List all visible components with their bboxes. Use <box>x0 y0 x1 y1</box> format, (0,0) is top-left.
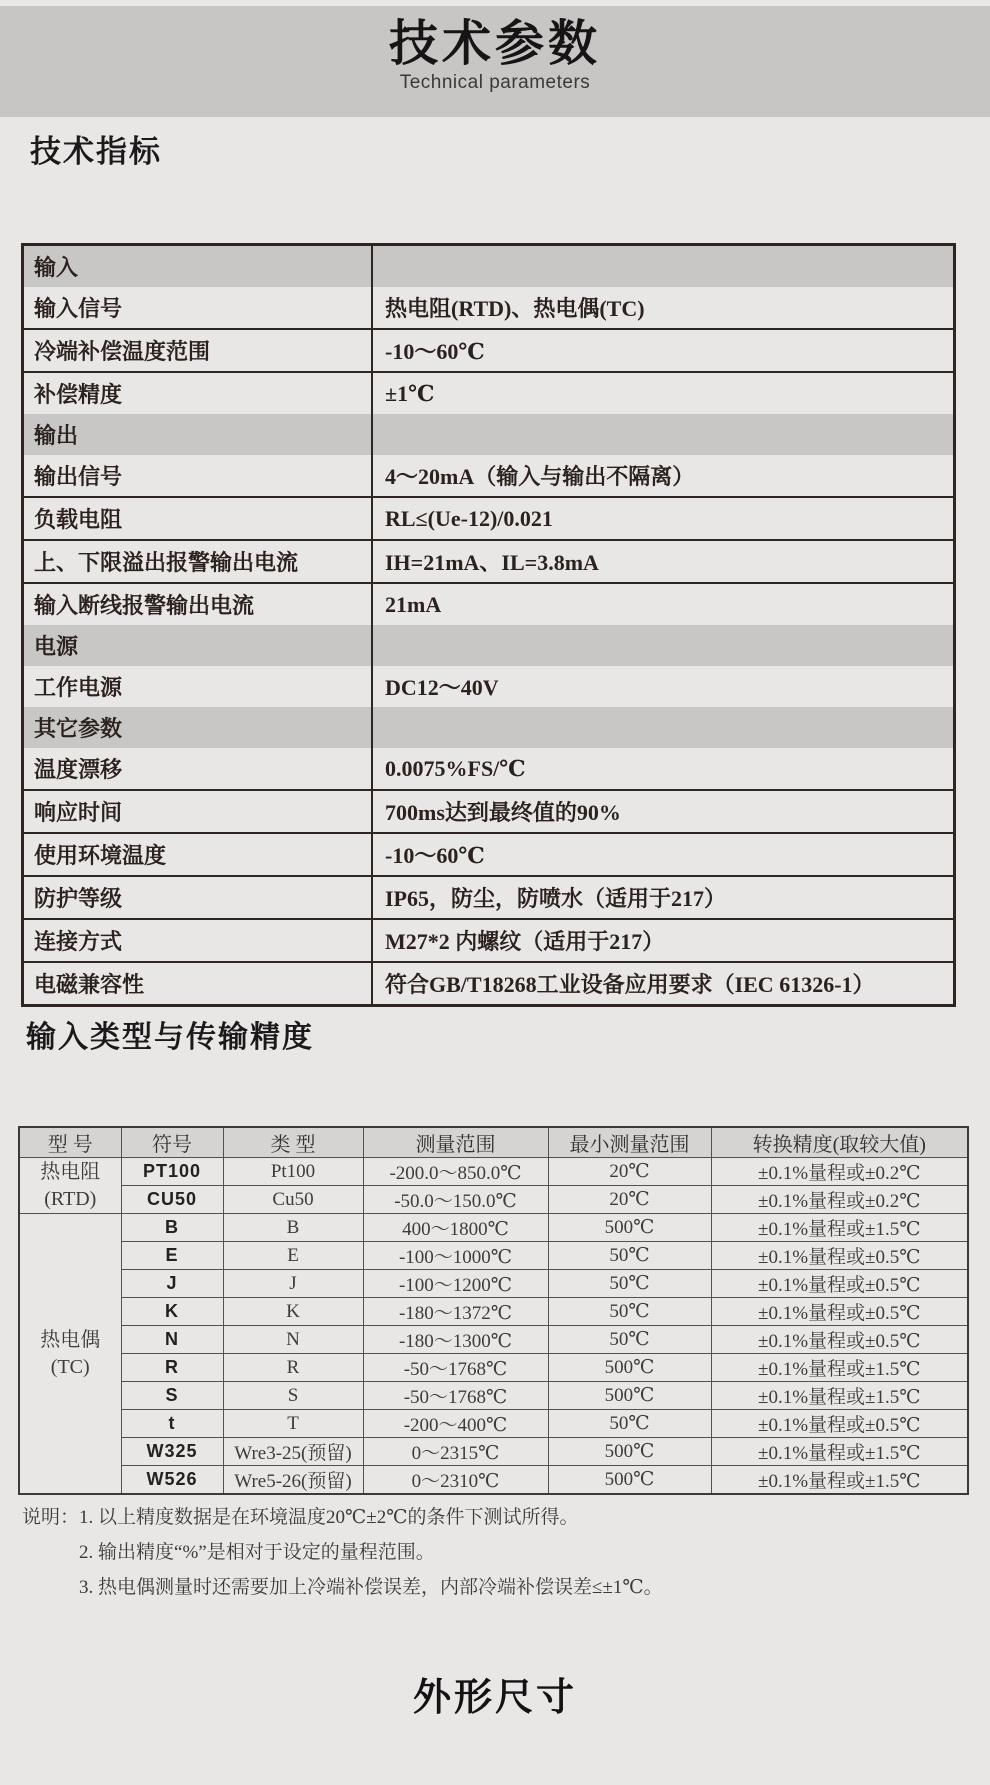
spec-label: 响应时间 <box>23 790 373 833</box>
spec-row <box>23 666 955 707</box>
accuracy-cell: ±0.1%量程或±0.5℃ <box>711 1242 968 1270</box>
type-cell: E <box>223 1242 363 1270</box>
range-cell: 400～1800℃ <box>363 1214 548 1242</box>
range-cell: -100～1200℃ <box>363 1270 548 1298</box>
spec-label: 冷端补偿温度范围 <box>23 329 373 372</box>
symbol-cell: K <box>121 1298 223 1326</box>
spec-section-label: 输出 <box>23 414 373 455</box>
specs-heading: 技术指标 <box>30 134 162 169</box>
table-row <box>19 1242 968 1270</box>
spec-label: 补偿精度 <box>23 372 373 414</box>
range-cell: -50～1768℃ <box>363 1382 548 1410</box>
model-line: (TC) <box>50 1355 90 1378</box>
note-line: 2. 输出精度“%”是相对于设定的量程范围。 <box>79 1542 435 1563</box>
spec-row <box>23 287 955 329</box>
accuracy-cell: ±0.1%量程或±0.5℃ <box>711 1326 968 1354</box>
spec-value: IH=21mA、IL=3.8mA <box>372 540 955 583</box>
range-cell: -100～1000℃ <box>363 1242 548 1270</box>
spec-row <box>23 497 955 540</box>
symbol-cell: J <box>121 1270 223 1298</box>
spec-label: 防护等级 <box>23 876 373 919</box>
symbol-cell: PT100 <box>121 1158 223 1186</box>
accuracy-cell: ±0.1%量程或±1.5℃ <box>711 1354 968 1382</box>
spec-value: 0.0075%FS/℃ <box>385 755 526 781</box>
type-cell: J <box>223 1270 363 1298</box>
spec-row <box>23 583 955 625</box>
range-cell: -200～400℃ <box>363 1410 548 1438</box>
spec-label: 电磁兼容性 <box>23 962 373 1006</box>
spec-section-row <box>23 414 955 455</box>
notes <box>22 1500 663 1605</box>
col-header-accuracy: 转换精度(取较大值) <box>711 1127 968 1158</box>
range-cell: -180～1300℃ <box>363 1326 548 1354</box>
type-cell: R <box>223 1354 363 1382</box>
model-line: 热电偶 <box>40 1328 101 1351</box>
note-line: 3. 热电偶测量时还需要加上冷端补偿误差，内部冷端补偿误差≤±1℃。 <box>79 1577 663 1598</box>
dimensions-heading: 外形尺寸 <box>412 1677 577 1719</box>
spec-value: 4～20mA（输入与输出不隔离） <box>385 464 695 489</box>
spec-value: IP65，防尘，防喷水（适用于217） <box>372 876 955 919</box>
spec-section-value <box>372 245 955 288</box>
symbol-cell: t <box>121 1410 223 1438</box>
min-range-cell: 500℃ <box>548 1354 711 1382</box>
spec-label: 上、下限溢出报警输出电流 <box>23 540 373 583</box>
spec-row <box>23 748 955 790</box>
min-range-cell: 500℃ <box>548 1214 711 1242</box>
accuracy-cell: ±0.1%量程或±1.5℃ <box>711 1382 968 1410</box>
accuracy-cell: ±0.1%量程或±0.5℃ <box>711 1270 968 1298</box>
accuracy-cell: ±0.1%量程或±0.2℃ <box>711 1158 968 1186</box>
accuracy-cell: ±0.1%量程或±0.5℃ <box>711 1410 968 1438</box>
min-range-cell: 500℃ <box>548 1382 711 1410</box>
spec-label: 输入信号 <box>23 287 373 329</box>
spec-label: 输出信号 <box>23 455 373 497</box>
col-header-symbol: 符号 <box>121 1127 223 1158</box>
symbol-cell: W526 <box>121 1466 223 1495</box>
accuracy-cell: ±0.1%量程或±1.5℃ <box>711 1438 968 1466</box>
spec-row <box>23 833 955 876</box>
banner <box>0 6 990 117</box>
accuracy-cell: ±0.1%量程或±1.5℃ <box>711 1466 968 1495</box>
range-cell: -180～1372℃ <box>363 1298 548 1326</box>
page-subtitle: Technical parameters <box>399 71 591 93</box>
spec-row <box>23 790 955 833</box>
spec-label: 负载电阻 <box>23 497 373 540</box>
spec-value: DC12～40V <box>385 675 499 700</box>
table-row <box>19 1186 968 1214</box>
range-cell: -200.0～850.0℃ <box>363 1158 548 1186</box>
min-range-cell: 50℃ <box>548 1298 711 1326</box>
min-range-cell: 50℃ <box>548 1270 711 1298</box>
range-cell: 0～2315℃ <box>363 1438 548 1466</box>
table-row <box>19 1382 968 1410</box>
spec-section-value <box>372 707 955 748</box>
accuracy-cell: ±0.1%量程或±1.5℃ <box>711 1214 968 1242</box>
model-line: 热电阻 <box>40 1160 101 1183</box>
table-row <box>19 1466 968 1495</box>
table-row <box>19 1158 968 1186</box>
spec-row <box>23 455 955 497</box>
spec-value: -10～60℃ <box>372 329 955 372</box>
range-cell: 0～2310℃ <box>363 1466 548 1495</box>
table-row <box>19 1410 968 1438</box>
spec-section-label: 输入 <box>23 245 373 288</box>
notes-items <box>79 1500 663 1605</box>
min-range-cell: 500℃ <box>548 1438 711 1466</box>
spec-table <box>21 243 956 1007</box>
type-cell: Wre3-25(预留) <box>223 1438 363 1466</box>
spec-value: M27*2 内螺纹（适用于217） <box>372 919 955 962</box>
min-range-cell: 20℃ <box>548 1186 711 1214</box>
spec-label: 使用环境温度 <box>23 833 373 876</box>
spec-section-row <box>23 707 955 748</box>
spec-row <box>23 919 955 962</box>
table-row <box>19 1354 968 1382</box>
symbol-cell: R <box>121 1354 223 1382</box>
accuracy-header-row <box>19 1127 968 1158</box>
spec-value: 21mA <box>372 583 955 625</box>
spec-row <box>23 876 955 919</box>
model-cell-rtd <box>19 1158 121 1214</box>
model-line: (RTD) <box>44 1187 97 1210</box>
table-row <box>19 1438 968 1466</box>
min-range-cell: 500℃ <box>548 1466 711 1495</box>
spec-value: RL≤(Ue-12)/0.021 <box>372 497 955 540</box>
spec-section-value <box>372 414 955 455</box>
accuracy-table <box>18 1126 969 1495</box>
spec-label: 输入断线报警输出电流 <box>23 583 373 625</box>
type-cell: K <box>223 1298 363 1326</box>
spec-row <box>23 329 955 372</box>
spec-value: ±1℃ <box>372 372 955 414</box>
spec-section-row <box>23 245 955 288</box>
type-cell: Pt100 <box>223 1158 363 1186</box>
min-range-cell: 50℃ <box>548 1326 711 1354</box>
spec-row <box>23 540 955 583</box>
type-cell: B <box>223 1214 363 1242</box>
spec-label: 连接方式 <box>23 919 373 962</box>
min-range-cell: 50℃ <box>548 1410 711 1438</box>
type-cell: T <box>223 1410 363 1438</box>
min-range-cell: 20℃ <box>548 1158 711 1186</box>
symbol-cell: S <box>121 1382 223 1410</box>
spec-label: 工作电源 <box>23 666 373 707</box>
spec-row <box>23 962 955 1006</box>
col-header-model: 型 号 <box>19 1127 121 1158</box>
spec-value: 700ms达到最终值的90% <box>372 790 955 833</box>
range-cell: -50～1768℃ <box>363 1354 548 1382</box>
note-line: 1. 以上精度数据是在环境温度20℃±2℃的条件下测试所得。 <box>79 1507 579 1528</box>
accuracy-heading: 输入类型与传输精度 <box>26 1021 314 1054</box>
symbol-cell: W325 <box>121 1438 223 1466</box>
col-header-min-range: 最小测量范围 <box>548 1127 711 1158</box>
spec-value: 符合GB/T18268工业设备应用要求（IEC 61326-1） <box>372 962 955 1006</box>
table-row <box>19 1214 968 1242</box>
symbol-cell: E <box>121 1242 223 1270</box>
col-header-range: 测量范围 <box>363 1127 548 1158</box>
type-cell: S <box>223 1382 363 1410</box>
spec-value: -10～60℃ <box>372 833 955 876</box>
range-cell: -50.0～150.0℃ <box>363 1186 548 1214</box>
symbol-cell: N <box>121 1326 223 1354</box>
notes-label: 说明： <box>22 1507 80 1528</box>
page-title: 技术参数 <box>388 17 601 71</box>
spec-label: 温度漂移 <box>23 748 373 790</box>
spec-section-row <box>23 625 955 666</box>
col-header-type: 类 型 <box>223 1127 363 1158</box>
table-row <box>19 1270 968 1298</box>
symbol-cell: CU50 <box>121 1186 223 1214</box>
table-row <box>19 1298 968 1326</box>
spec-value: 热电阻(RTD)、热电偶(TC) <box>385 296 645 321</box>
model-cell-tc <box>19 1214 121 1495</box>
spec-row <box>23 372 955 414</box>
spec-section-label: 电源 <box>23 625 373 666</box>
spec-section-value <box>372 625 955 666</box>
type-cell: Wre5-26(预留) <box>223 1466 363 1495</box>
min-range-cell: 50℃ <box>548 1242 711 1270</box>
spec-section-label: 其它参数 <box>23 707 373 748</box>
symbol-cell: B <box>121 1214 223 1242</box>
accuracy-cell: ±0.1%量程或±0.2℃ <box>711 1186 968 1214</box>
type-cell: N <box>223 1326 363 1354</box>
type-cell: Cu50 <box>223 1186 363 1214</box>
table-row <box>19 1326 968 1354</box>
accuracy-cell: ±0.1%量程或±0.5℃ <box>711 1298 968 1326</box>
